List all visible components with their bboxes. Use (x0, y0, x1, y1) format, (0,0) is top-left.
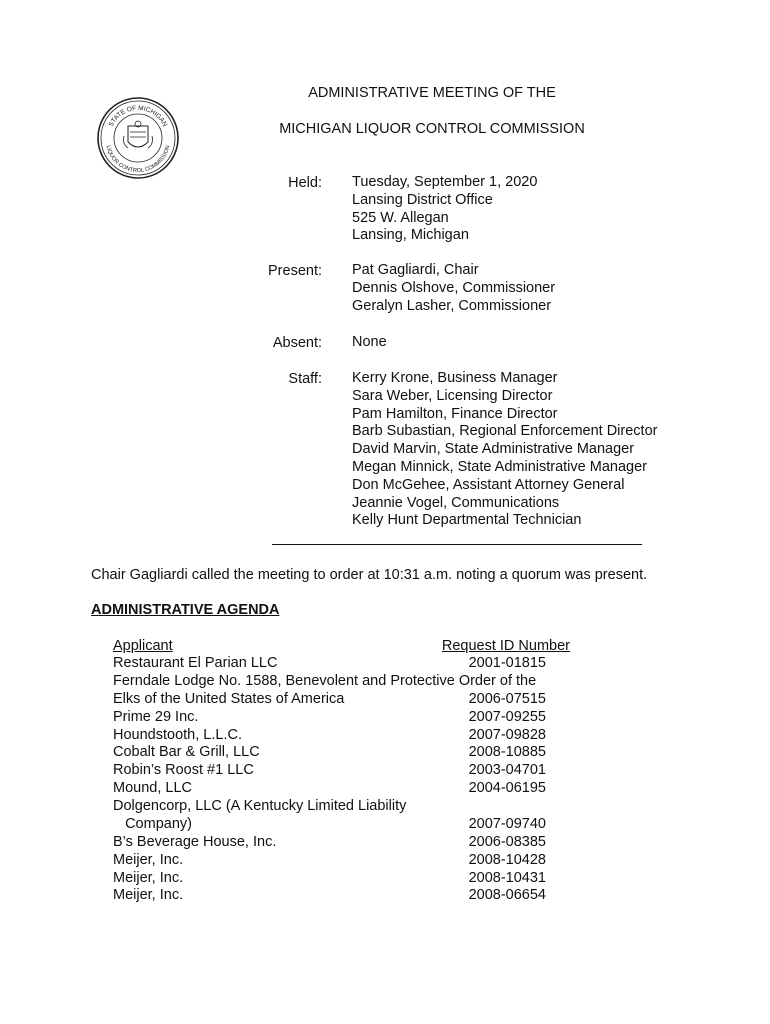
table-row (113, 691, 573, 709)
seal-text-bottom: LIQUOR CONTROL COMMISSION (104, 144, 172, 175)
document-title-line2: MICHIGAN LIQUOR CONTROL COMMISSION (279, 121, 585, 137)
applicant-name: Houndstooth, L.L.C. (113, 727, 242, 743)
present-member: Pat Gagliardi, Chair (352, 262, 479, 278)
staff-member: Barb Subastian, Regional Enforcement Director (352, 423, 658, 440)
applicant-name: Restaurant El Parian LLC (113, 655, 278, 671)
agenda-heading: ADMINISTRATIVE AGENDA (91, 602, 280, 618)
request-id: 2001-01815 (468, 655, 546, 671)
absent-label: Absent: (272, 335, 322, 351)
request-id: 2006-08385 (468, 834, 546, 850)
applicant-name: Prime 29 Inc. (113, 709, 199, 725)
held-block (352, 174, 537, 245)
staff-member: Kerry Krone, Business Manager (352, 370, 558, 386)
applicant-name: Elks of the United States of America (113, 691, 345, 707)
held-address: 525 W. Allegan (352, 209, 449, 226)
svg-text:STATE OF MICHIGAN (108, 105, 169, 128)
held-label: Held: (288, 175, 322, 191)
staff-member: Megan Minnick, State Administrative Manager (352, 458, 647, 475)
request-id: 2003-04701 (468, 762, 546, 778)
applicant-name: Cobalt Bar & Grill, LLC (113, 744, 260, 760)
applicant-name: Ferndale Lodge No. 1588, Benevolent and Protective Order of the (113, 673, 537, 689)
request-id: 2008-10885 (468, 744, 546, 760)
staff-block (352, 370, 657, 530)
absent-value: None (352, 334, 387, 350)
staff-member: Jeannie Vogel, Communications (352, 494, 560, 511)
table-row (113, 762, 573, 780)
request-id: 2007-09740 (468, 816, 546, 832)
held-city: Lansing, Michigan (352, 227, 469, 244)
present-block (352, 262, 555, 315)
present-member: Geralyn Lasher, Commissioner (352, 297, 552, 314)
agenda-header-row (113, 638, 573, 656)
call-to-order-text: Chair Gagliardi called the meeting to order at 10:31 a.m. noting a quorum was present. (91, 567, 648, 583)
table-row (113, 870, 573, 888)
applicant-name: Meijer, Inc. (113, 870, 184, 886)
table-row (113, 834, 573, 852)
held-office: Lansing District Office (352, 191, 493, 208)
present-label: Present: (268, 263, 322, 279)
table-row (113, 744, 573, 762)
staff-member: Sara Weber, Licensing Director (352, 387, 553, 404)
present-member: Dennis Olshove, Commissioner (352, 279, 556, 296)
document-title-line1: ADMINISTRATIVE MEETING OF THE (308, 85, 556, 101)
table-row (113, 852, 573, 870)
staff-label: Staff: (288, 371, 322, 387)
request-id: 2008-10428 (468, 852, 546, 868)
divider-rule (272, 544, 642, 545)
applicant-name: Company) (113, 816, 192, 832)
staff-member: Don McGehee, Assistant Attorney General (352, 476, 625, 493)
table-row (113, 780, 573, 798)
commission-seal (96, 96, 180, 180)
request-id: 2004-06195 (468, 780, 546, 796)
staff-member: Kelly Hunt Departmental Technician (352, 512, 582, 529)
seal-text-top: STATE OF MICHIGAN (107, 104, 169, 128)
col-applicant-header: Applicant (113, 638, 173, 654)
request-id: 2007-09828 (468, 727, 546, 743)
request-id: 2008-06654 (468, 887, 546, 903)
staff-member: Pam Hamilton, Finance Director (352, 405, 558, 422)
held-date: Tuesday, September 1, 2020 (352, 174, 538, 190)
table-row (113, 655, 573, 673)
applicant-name: Dolgencorp, LLC (A Kentucky Limited Liability (113, 798, 407, 814)
applicant-name: Meijer, Inc. (113, 852, 184, 868)
table-row (113, 887, 573, 905)
table-row (113, 673, 573, 691)
table-row (113, 727, 573, 745)
request-id: 2006-07515 (468, 691, 546, 707)
table-row (113, 709, 573, 727)
table-row (113, 816, 573, 834)
request-id: 2008-10431 (468, 870, 546, 886)
request-id: 2007-09255 (468, 709, 546, 725)
applicant-name: Robin’s Roost #1 LLC (113, 762, 254, 778)
table-row (113, 798, 573, 816)
col-request-id-header: Request ID Number (441, 638, 570, 654)
applicant-name: Mound, LLC (113, 780, 192, 796)
applicant-name: Meijer, Inc. (113, 887, 184, 903)
applicant-name: B’s Beverage House, Inc. (113, 834, 277, 850)
staff-member: David Marvin, State Administrative Manager (352, 441, 635, 458)
